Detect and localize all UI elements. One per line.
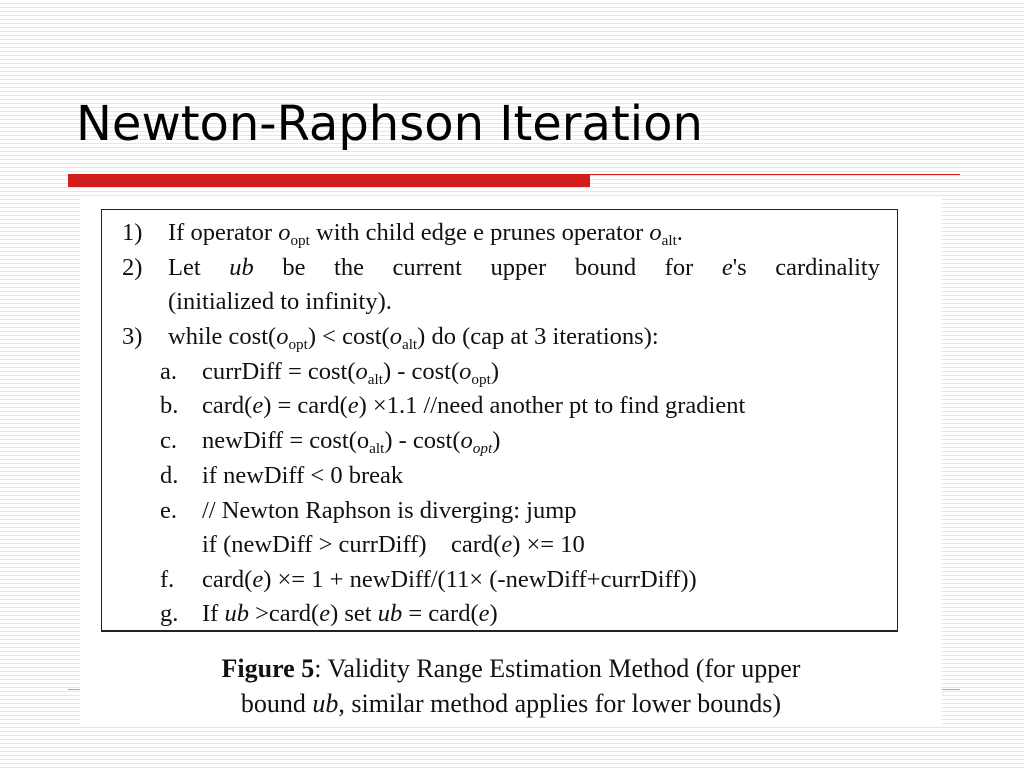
footer-rule-right [942, 689, 960, 690]
substep-letter: f. [160, 566, 175, 593]
step-text: If operator $o_{opt}$ with child edge e prunes operator $o_{alt}$. [168, 219, 683, 249]
substep-letter: d. [160, 462, 179, 489]
step-number: 2) [122, 254, 143, 281]
title-underline-line [590, 174, 960, 175]
substep-letter: g. [160, 600, 179, 627]
substep-text: If ub >card(e) set ub = card(e) [202, 600, 498, 627]
figure-caption-line-2: bound ub, similar method applies for lower bounds) [240, 689, 782, 718]
step-text: while $\cos t(o_{opt}) < \cos t(o_{alt})$ do (cap at 3 iterations): [168, 323, 659, 353]
substep-text: if newDiff < 0 break [202, 462, 404, 489]
substep-text: // Newton Raphson is diverging: jump [202, 497, 577, 524]
substep-text: card(e) ×= 1 + newDiff/(11× (-newDiff+currDiff)) [202, 566, 697, 593]
substep-letter: b. [160, 392, 179, 419]
algorithm-figure: 1) If operator $o_{opt}$ with child edge e prunes operator $o_{alt}$. 2) Let ub be the current upper bound for e's cardinality (initialized to infinity). 3) while $\cos t(o_{opt}) < \cos t(o_{alt})$ do (cap at 3 iterations): a. currDiff = $\cos t(o_{alt}) - \cos t(o_{opt})$ b. card(e) = card(e) ×1.1 //need another pt to find gradient c. newDiff = $\cos t(o_{alt}) - \cos t(o_{opt})$ d. if newDiff < 0 break e. // Newton Raphson is diverging: jump if (newDiff > currDiff) card(e) ×= 10 f. card(e) ×= 1 + newDiff/(11× (-newDiff+currDiff)) g. If ub >card(e) set ub = card(e) Figure 5: Validity Range Estimation Method (for upper bound ub, similar method applies for lower bounds) [80, 196, 942, 724]
figure-label: Figure 5 [221, 654, 315, 683]
substep-text: newDiff = $\cos t(o_{alt}) - \cos t(o_{opt})$ [202, 427, 501, 457]
title-underline-bar [68, 174, 590, 187]
substep-text: card(e) = card(e) ×1.1 //need another pt to find gradient [202, 392, 746, 419]
footer-rule-left [68, 689, 80, 690]
substep-text: currDiff = $\cos t(o_{alt}) - \cos t(o_{opt})$ [202, 358, 499, 388]
figure-caption-line-1: Figure 5: Validity Range Estimation Method (for upper [221, 654, 801, 683]
step-text: Let ub be the current upper bound for e's cardinality [168, 254, 880, 281]
step-number: 3) [122, 323, 143, 350]
substep-letter: e. [160, 497, 177, 524]
step-number: 1) [122, 219, 143, 246]
substep-letter: c. [160, 427, 177, 454]
substep-letter: a. [160, 358, 177, 385]
slide-title: Newton-Raphson Iteration [76, 96, 703, 152]
